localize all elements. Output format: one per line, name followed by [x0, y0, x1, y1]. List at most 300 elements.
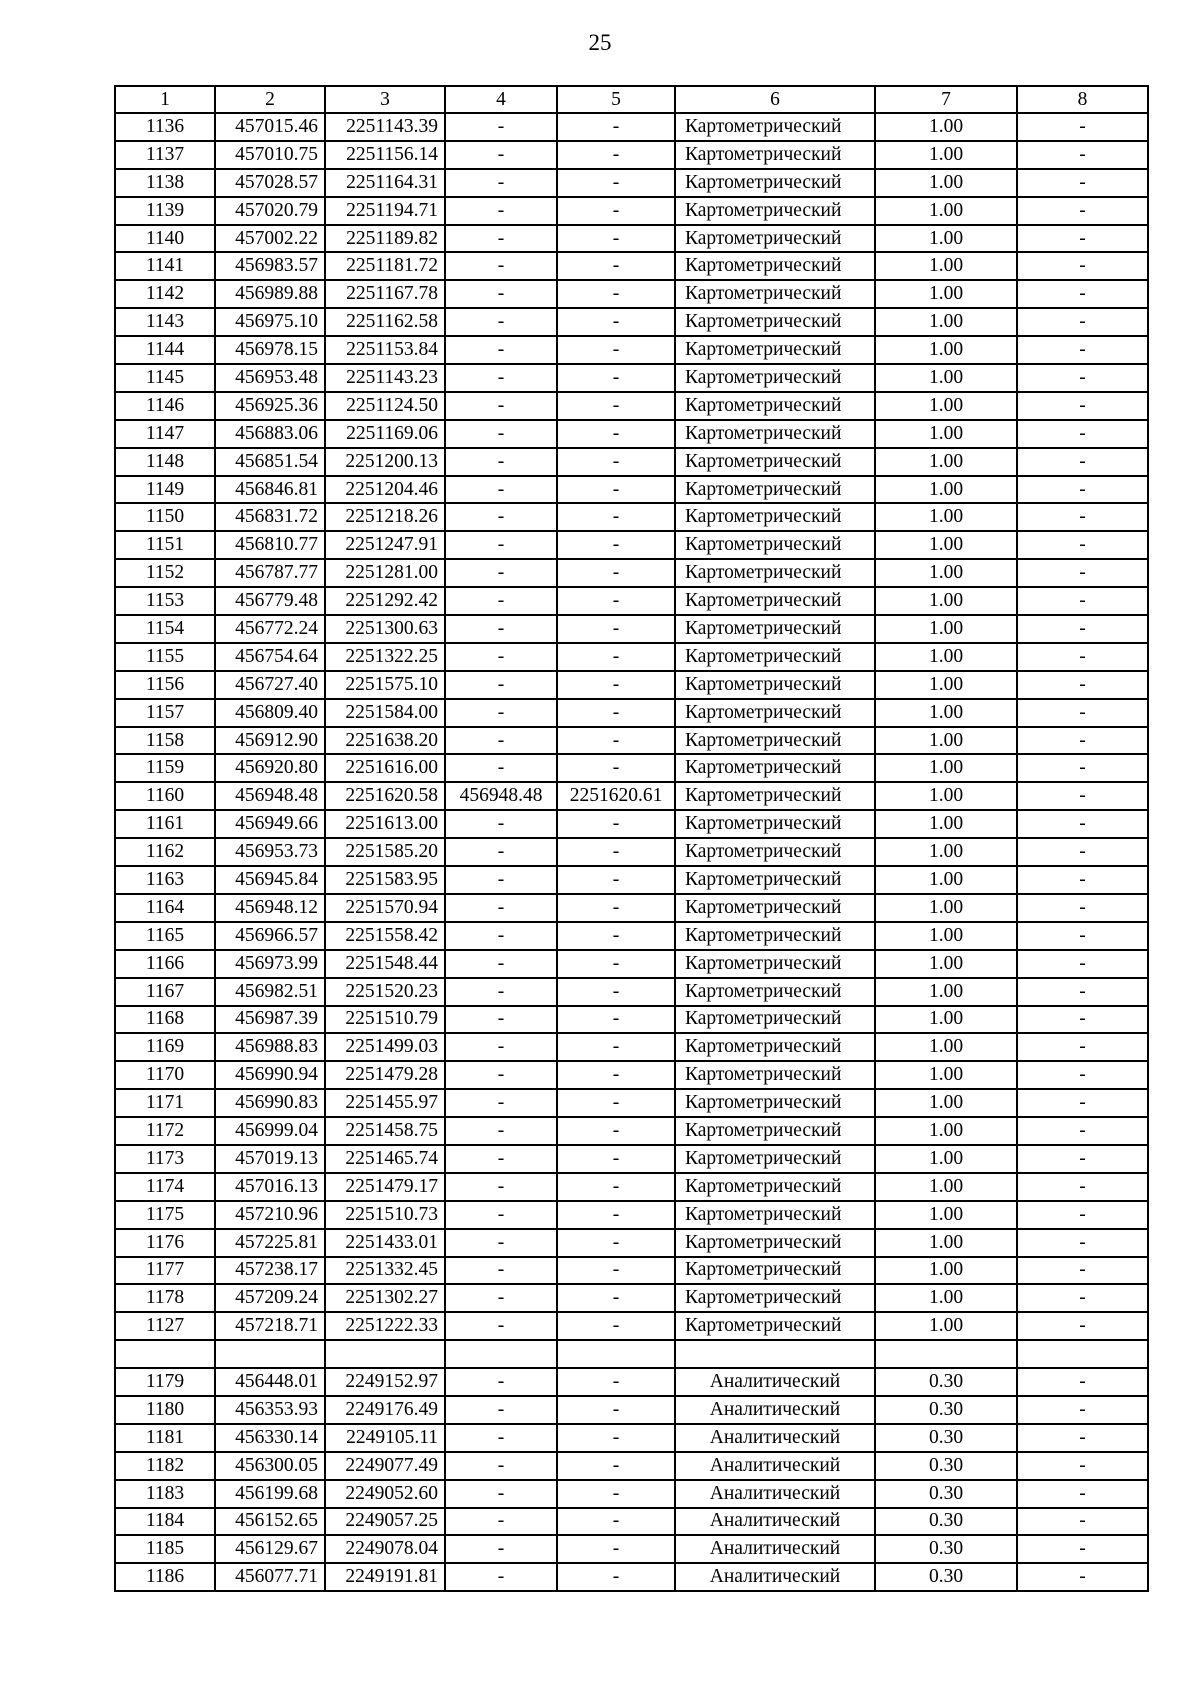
cell-y-coordinate: 2251584.00 [325, 699, 445, 727]
cell-accuracy: 1.00 [875, 1229, 1017, 1257]
cell-point-number: 1157 [115, 699, 215, 727]
cell-point-number: 1186 [115, 1563, 215, 1591]
cell-accuracy: 1.00 [875, 448, 1017, 476]
cell-y-coordinate-alt: - [557, 1312, 675, 1340]
cell-x-coordinate: 456945.84 [215, 866, 325, 894]
cell-x-coordinate-alt: - [445, 587, 557, 615]
cell-accuracy: 1.00 [875, 1061, 1017, 1089]
cell-point-number: 1174 [115, 1173, 215, 1201]
cell-x-coordinate-alt: - [445, 1563, 557, 1591]
cell-y-coordinate-alt: - [557, 1033, 675, 1061]
cell-method: Картометрический [675, 1229, 875, 1257]
cell-accuracy: 1.00 [875, 894, 1017, 922]
cell-x-coordinate-alt [445, 1340, 557, 1368]
cell-x-coordinate: 457209.24 [215, 1284, 325, 1312]
table-row [115, 336, 1148, 364]
cell-x-coordinate-alt: - [445, 1396, 557, 1424]
cell-notes: - [1017, 615, 1148, 643]
cell-x-coordinate: 456987.39 [215, 1006, 325, 1034]
cell-method: Картометрический [675, 420, 875, 448]
cell-x-coordinate-alt: - [445, 727, 557, 755]
table-row [115, 727, 1148, 755]
cell-accuracy: 1.00 [875, 141, 1017, 169]
cell-method: Картометрический [675, 308, 875, 336]
cell-method: Аналитический [675, 1508, 875, 1536]
cell-notes: - [1017, 782, 1148, 810]
cell-notes: - [1017, 922, 1148, 950]
cell-method: Аналитический [675, 1424, 875, 1452]
cell-x-coordinate-alt: - [445, 838, 557, 866]
cell-point-number: 1161 [115, 810, 215, 838]
table-row [115, 1312, 1148, 1340]
cell-y-coordinate-alt: - [557, 1396, 675, 1424]
cell-y-coordinate-alt: - [557, 476, 675, 504]
cell-method: Картометрический [675, 978, 875, 1006]
cell-y-coordinate: 2251162.58 [325, 308, 445, 336]
cell-x-coordinate-alt: - [445, 420, 557, 448]
table-row [115, 1033, 1148, 1061]
cell-x-coordinate-alt: - [445, 1229, 557, 1257]
cell-notes: - [1017, 810, 1148, 838]
cell-y-coordinate: 2249152.97 [325, 1368, 445, 1396]
cell-y-coordinate: 2251143.39 [325, 113, 445, 141]
cell-point-number: 1182 [115, 1452, 215, 1480]
cell-y-coordinate-alt: - [557, 727, 675, 755]
cell-method: Картометрический [675, 1145, 875, 1173]
cell-y-coordinate: 2251194.71 [325, 197, 445, 225]
cell-x-coordinate-alt: - [445, 1145, 557, 1173]
cell-accuracy: 1.00 [875, 476, 1017, 504]
cell-y-coordinate: 2251510.79 [325, 1006, 445, 1034]
cell-y-coordinate: 2251153.84 [325, 336, 445, 364]
cell-y-coordinate-alt: - [557, 336, 675, 364]
cell-notes: - [1017, 225, 1148, 253]
cell-y-coordinate: 2251510.73 [325, 1201, 445, 1229]
cell-y-coordinate: 2251164.31 [325, 169, 445, 197]
cell-x-coordinate-alt: - [445, 1312, 557, 1340]
cell-point-number: 1178 [115, 1284, 215, 1312]
table-row [115, 754, 1148, 782]
table-row [115, 1284, 1148, 1312]
table-row [115, 420, 1148, 448]
cell-x-coordinate: 456754.64 [215, 643, 325, 671]
cell-point-number: 1136 [115, 113, 215, 141]
cell-y-coordinate: 2251455.97 [325, 1089, 445, 1117]
cell-notes: - [1017, 1145, 1148, 1173]
cell-point-number: 1166 [115, 950, 215, 978]
cell-y-coordinate: 2251548.44 [325, 950, 445, 978]
cell-notes: - [1017, 1173, 1148, 1201]
cell-x-coordinate-alt: - [445, 1424, 557, 1452]
cell-x-coordinate-alt: - [445, 225, 557, 253]
cell-point-number: 1167 [115, 978, 215, 1006]
cell-x-coordinate: 457016.13 [215, 1173, 325, 1201]
cell-y-coordinate: 2251583.95 [325, 866, 445, 894]
cell-point-number: 1179 [115, 1368, 215, 1396]
cell-method: Картометрический [675, 838, 875, 866]
table-row [115, 280, 1148, 308]
cell-y-coordinate-alt: - [557, 141, 675, 169]
cell-y-coordinate: 2251433.01 [325, 1229, 445, 1257]
cell-y-coordinate: 2251479.28 [325, 1061, 445, 1089]
table-row [115, 1201, 1148, 1229]
cell-notes: - [1017, 1089, 1148, 1117]
cell-y-coordinate: 2251613.00 [325, 810, 445, 838]
cell-notes: - [1017, 336, 1148, 364]
cell-notes: - [1017, 699, 1148, 727]
cell-x-coordinate: 456787.77 [215, 559, 325, 587]
cell-accuracy: 0.30 [875, 1424, 1017, 1452]
cell-notes: - [1017, 141, 1148, 169]
cell-y-coordinate-alt: - [557, 1257, 675, 1285]
cell-point-number: 1180 [115, 1396, 215, 1424]
cell-y-coordinate-alt: - [557, 866, 675, 894]
cell-y-coordinate-alt: - [557, 392, 675, 420]
table-header [115, 86, 1148, 113]
table-row [115, 1424, 1148, 1452]
table-row [115, 169, 1148, 197]
cell-y-coordinate: 2251585.20 [325, 838, 445, 866]
cell-notes: - [1017, 1563, 1148, 1591]
cell-accuracy: 1.00 [875, 1117, 1017, 1145]
cell-point-number: 1143 [115, 308, 215, 336]
cell-accuracy: 1.00 [875, 978, 1017, 1006]
cell-y-coordinate-alt: - [557, 810, 675, 838]
cell-y-coordinate: 2251167.78 [325, 280, 445, 308]
cell-point-number: 1176 [115, 1229, 215, 1257]
cell-point-number: 1145 [115, 364, 215, 392]
cell-y-coordinate-alt: - [557, 280, 675, 308]
cell-point-number: 1154 [115, 615, 215, 643]
cell-x-coordinate: 456851.54 [215, 448, 325, 476]
cell-point-number: 1183 [115, 1480, 215, 1508]
cell-y-coordinate-alt: - [557, 1117, 675, 1145]
cell-point-number: 1150 [115, 503, 215, 531]
cell-x-coordinate-alt: - [445, 392, 557, 420]
header-row [115, 86, 1148, 113]
cell-notes: - [1017, 754, 1148, 782]
cell-point-number: 1164 [115, 894, 215, 922]
cell-x-coordinate: 456966.57 [215, 922, 325, 950]
cell-y-coordinate-alt: - [557, 1563, 675, 1591]
cell-x-coordinate-alt: - [445, 643, 557, 671]
cell-method: Картометрический [675, 754, 875, 782]
cell-y-coordinate-alt: - [557, 559, 675, 587]
cell-x-coordinate-alt: - [445, 1257, 557, 1285]
cell-accuracy: 1.00 [875, 252, 1017, 280]
cell-x-coordinate: 456831.72 [215, 503, 325, 531]
cell-accuracy: 1.00 [875, 782, 1017, 810]
cell-x-coordinate-alt: - [445, 364, 557, 392]
cell-x-coordinate: 456953.73 [215, 838, 325, 866]
cell-y-coordinate: 2251322.25 [325, 643, 445, 671]
cell-accuracy: 0.30 [875, 1535, 1017, 1563]
table-row [115, 113, 1148, 141]
cell-notes: - [1017, 476, 1148, 504]
cell-x-coordinate-alt: - [445, 476, 557, 504]
cell-point-number: 1153 [115, 587, 215, 615]
cell-method: Аналитический [675, 1563, 875, 1591]
cell-method: Аналитический [675, 1368, 875, 1396]
cell-point-number [115, 1340, 215, 1368]
cell-x-coordinate-alt: - [445, 1089, 557, 1117]
cell-accuracy: 1.00 [875, 1284, 1017, 1312]
cell-x-coordinate: 456999.04 [215, 1117, 325, 1145]
column-header: 4 [445, 86, 557, 113]
cell-accuracy: 1.00 [875, 615, 1017, 643]
cell-y-coordinate-alt: - [557, 1452, 675, 1480]
cell-x-coordinate: 456772.24 [215, 615, 325, 643]
table-row [115, 1452, 1148, 1480]
table-row [115, 141, 1148, 169]
cell-y-coordinate: 2249057.25 [325, 1508, 445, 1536]
cell-method: Аналитический [675, 1480, 875, 1508]
column-header: 6 [675, 86, 875, 113]
cell-x-coordinate: 456448.01 [215, 1368, 325, 1396]
table-row [115, 1061, 1148, 1089]
cell-x-coordinate: 457019.13 [215, 1145, 325, 1173]
cell-y-coordinate-alt: - [557, 448, 675, 476]
cell-y-coordinate: 2251558.42 [325, 922, 445, 950]
cell-x-coordinate-alt: - [445, 141, 557, 169]
table-row [115, 1396, 1148, 1424]
cell-y-coordinate-alt: - [557, 671, 675, 699]
cell-notes: - [1017, 448, 1148, 476]
cell-x-coordinate: 456129.67 [215, 1535, 325, 1563]
cell-method: Картометрический [675, 448, 875, 476]
cell-method: Картометрический [675, 503, 875, 531]
cell-x-coordinate: 457020.79 [215, 197, 325, 225]
cell-notes: - [1017, 1535, 1148, 1563]
cell-accuracy: 1.00 [875, 503, 1017, 531]
table-row [115, 978, 1148, 1006]
cell-method: Картометрический [675, 699, 875, 727]
table-row [115, 1089, 1148, 1117]
table-row [115, 894, 1148, 922]
cell-accuracy: 1.00 [875, 169, 1017, 197]
cell-x-coordinate-alt: - [445, 615, 557, 643]
cell-point-number: 1152 [115, 559, 215, 587]
cell-accuracy: 1.00 [875, 1089, 1017, 1117]
cell-y-coordinate-alt: - [557, 503, 675, 531]
cell-y-coordinate-alt: - [557, 1229, 675, 1257]
cell-x-coordinate-alt: - [445, 308, 557, 336]
cell-y-coordinate-alt: - [557, 587, 675, 615]
cell-notes: - [1017, 587, 1148, 615]
cell-method: Картометрический [675, 252, 875, 280]
cell-method: Картометрический [675, 141, 875, 169]
cell-method: Картометрический [675, 727, 875, 755]
table-row [115, 810, 1148, 838]
cell-y-coordinate-alt: - [557, 699, 675, 727]
cell-x-coordinate-alt: - [445, 671, 557, 699]
table-row [115, 531, 1148, 559]
table-row [115, 866, 1148, 894]
cell-x-coordinate-alt: - [445, 252, 557, 280]
cell-accuracy: 1.00 [875, 754, 1017, 782]
cell-x-coordinate-alt: - [445, 1033, 557, 1061]
cell-point-number: 1170 [115, 1061, 215, 1089]
cell-accuracy: 0.30 [875, 1508, 1017, 1536]
cell-point-number: 1147 [115, 420, 215, 448]
cell-notes: - [1017, 559, 1148, 587]
cell-x-coordinate-alt: - [445, 1284, 557, 1312]
cell-notes: - [1017, 1452, 1148, 1480]
coordinates-table [114, 85, 1149, 1592]
column-header: 7 [875, 86, 1017, 113]
cell-notes: - [1017, 671, 1148, 699]
column-header: 3 [325, 86, 445, 113]
cell-y-coordinate: 2251570.94 [325, 894, 445, 922]
column-header: 2 [215, 86, 325, 113]
cell-y-coordinate: 2251200.13 [325, 448, 445, 476]
cell-x-coordinate: 456975.10 [215, 308, 325, 336]
cell-x-coordinate: 456973.99 [215, 950, 325, 978]
cell-point-number: 1142 [115, 280, 215, 308]
cell-accuracy: 1.00 [875, 699, 1017, 727]
cell-y-coordinate: 2251332.45 [325, 1257, 445, 1285]
table-row [115, 1006, 1148, 1034]
cell-accuracy: 1.00 [875, 643, 1017, 671]
cell-x-coordinate-alt: - [445, 169, 557, 197]
cell-notes: - [1017, 1257, 1148, 1285]
cell-y-coordinate-alt: 2251620.61 [557, 782, 675, 810]
cell-method: Картометрический [675, 950, 875, 978]
cell-y-coordinate: 2251499.03 [325, 1033, 445, 1061]
cell-x-coordinate-alt: - [445, 950, 557, 978]
cell-y-coordinate-alt: - [557, 169, 675, 197]
cell-y-coordinate-alt: - [557, 922, 675, 950]
cell-y-coordinate-alt: - [557, 1284, 675, 1312]
cell-x-coordinate: 456949.66 [215, 810, 325, 838]
cell-x-coordinate-alt: - [445, 894, 557, 922]
cell-x-coordinate-alt: - [445, 503, 557, 531]
cell-notes: - [1017, 727, 1148, 755]
table-row [115, 1229, 1148, 1257]
cell-y-coordinate: 2251458.75 [325, 1117, 445, 1145]
cell-accuracy: 0.30 [875, 1563, 1017, 1591]
cell-notes: - [1017, 197, 1148, 225]
cell-method: Картометрический [675, 531, 875, 559]
cell-y-coordinate: 2251465.74 [325, 1145, 445, 1173]
cell-method: Аналитический [675, 1452, 875, 1480]
cell-y-coordinate-alt: - [557, 838, 675, 866]
table-body [115, 113, 1148, 1591]
cell-method: Картометрический [675, 1284, 875, 1312]
cell-notes: - [1017, 364, 1148, 392]
cell-x-coordinate: 456883.06 [215, 420, 325, 448]
cell-x-coordinate-alt: - [445, 113, 557, 141]
table-row [115, 1368, 1148, 1396]
cell-method: Картометрический [675, 643, 875, 671]
cell-x-coordinate: 456779.48 [215, 587, 325, 615]
cell-y-coordinate-alt: - [557, 894, 675, 922]
cell-method: Картометрический [675, 1061, 875, 1089]
cell-point-number: 1139 [115, 197, 215, 225]
cell-y-coordinate: 2251281.00 [325, 559, 445, 587]
cell-x-coordinate: 456920.80 [215, 754, 325, 782]
cell-y-coordinate-alt: - [557, 950, 675, 978]
cell-notes: - [1017, 1117, 1148, 1145]
cell-method: Картометрический [675, 587, 875, 615]
cell-accuracy: 1.00 [875, 950, 1017, 978]
table-row [115, 922, 1148, 950]
cell-y-coordinate: 2251189.82 [325, 225, 445, 253]
cell-point-number: 1181 [115, 1424, 215, 1452]
cell-y-coordinate-alt: - [557, 1061, 675, 1089]
cell-y-coordinate: 2249078.04 [325, 1535, 445, 1563]
cell-method: Картометрический [675, 671, 875, 699]
cell-method: Картометрический [675, 1089, 875, 1117]
cell-method: Картометрический [675, 392, 875, 420]
cell-method: Картометрический [675, 169, 875, 197]
table-row [115, 1173, 1148, 1201]
table-row [115, 643, 1148, 671]
cell-method: Картометрический [675, 866, 875, 894]
cell-accuracy: 1.00 [875, 922, 1017, 950]
cell-notes: - [1017, 643, 1148, 671]
cell-accuracy: 1.00 [875, 308, 1017, 336]
cell-y-coordinate: 2251218.26 [325, 503, 445, 531]
cell-notes: - [1017, 113, 1148, 141]
cell-y-coordinate-alt: - [557, 308, 675, 336]
cell-method: Картометрический [675, 894, 875, 922]
cell-x-coordinate-alt: - [445, 810, 557, 838]
cell-point-number: 1156 [115, 671, 215, 699]
cell-method [675, 1340, 875, 1368]
cell-accuracy: 1.00 [875, 838, 1017, 866]
cell-notes: - [1017, 950, 1148, 978]
cell-y-coordinate-alt: - [557, 1480, 675, 1508]
cell-method: Картометрический [675, 1173, 875, 1201]
cell-y-coordinate: 2251124.50 [325, 392, 445, 420]
table-row [115, 671, 1148, 699]
cell-accuracy: 1.00 [875, 364, 1017, 392]
cell-x-coordinate-alt: - [445, 559, 557, 587]
cell-x-coordinate: 457238.17 [215, 1257, 325, 1285]
cell-x-coordinate: 456353.93 [215, 1396, 325, 1424]
cell-x-coordinate: 457218.71 [215, 1312, 325, 1340]
cell-x-coordinate [215, 1340, 325, 1368]
cell-y-coordinate: 2251143.23 [325, 364, 445, 392]
cell-x-coordinate: 457210.96 [215, 1201, 325, 1229]
cell-method: Картометрический [675, 615, 875, 643]
cell-method: Картометрический [675, 113, 875, 141]
cell-accuracy: 1.00 [875, 866, 1017, 894]
cell-accuracy: 1.00 [875, 531, 1017, 559]
cell-y-coordinate: 2249191.81 [325, 1563, 445, 1591]
cell-notes: - [1017, 1006, 1148, 1034]
cell-x-coordinate: 456846.81 [215, 476, 325, 504]
cell-y-coordinate-alt: - [557, 225, 675, 253]
cell-y-coordinate-alt: - [557, 643, 675, 671]
cell-y-coordinate-alt: - [557, 1201, 675, 1229]
cell-x-coordinate-alt: - [445, 754, 557, 782]
cell-y-coordinate-alt: - [557, 1424, 675, 1452]
cell-point-number: 1146 [115, 392, 215, 420]
cell-y-coordinate: 2251302.27 [325, 1284, 445, 1312]
cell-point-number: 1155 [115, 643, 215, 671]
table-row [115, 1257, 1148, 1285]
cell-x-coordinate-alt: - [445, 336, 557, 364]
cell-point-number: 1165 [115, 922, 215, 950]
cell-notes: - [1017, 1508, 1148, 1536]
cell-notes: - [1017, 866, 1148, 894]
cell-x-coordinate: 456330.14 [215, 1424, 325, 1452]
cell-accuracy: 0.30 [875, 1452, 1017, 1480]
cell-y-coordinate: 2251300.63 [325, 615, 445, 643]
cell-notes: - [1017, 1312, 1148, 1340]
